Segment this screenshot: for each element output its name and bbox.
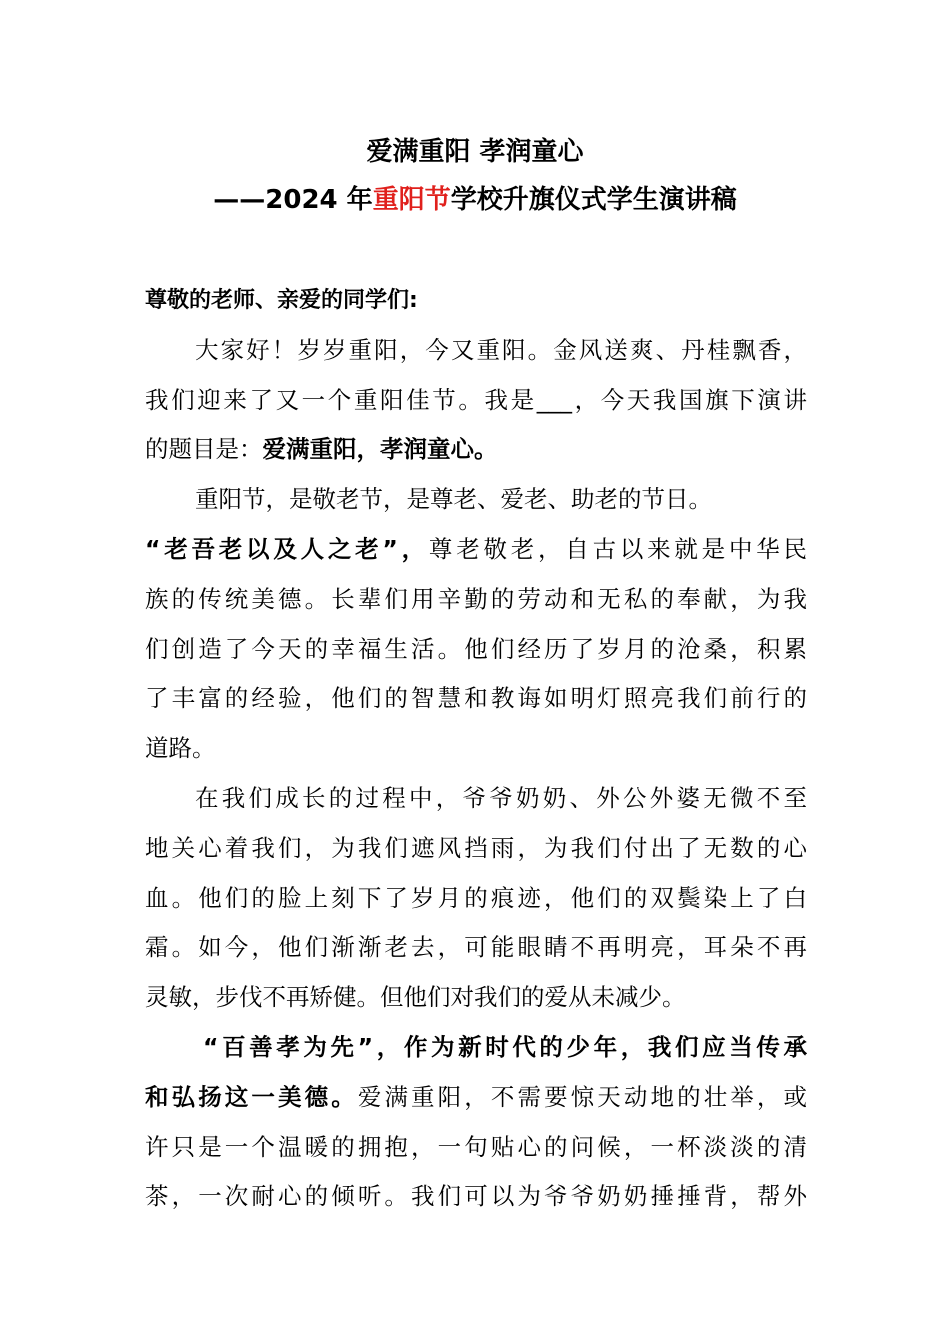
- subtitle-highlight: 重阳节: [372, 185, 451, 215]
- paragraph-line: 霜。如今，他们渐渐老去，可能眼睛不再明亮，耳朵不再: [145, 933, 807, 962]
- salutation: 尊敬的老师、亲爱的同学们:: [145, 288, 418, 313]
- paragraph-4: [145, 1023, 807, 1222]
- speech-topic: 爱满重阳，孝润童心。: [262, 435, 498, 464]
- paragraph-line: 灵敏，步伐不再矫健。但他们对我们的爱从未减少。: [145, 983, 686, 1012]
- paragraph-3: [145, 774, 807, 1023]
- paragraph-line: 在我们成长的过程中，爷爷奶奶、外公外婆无微不至: [195, 783, 807, 812]
- paragraph-line: 我们迎来了又一个重阳佳节。我是___，今天我国旗下演讲: [145, 385, 807, 414]
- speech-body: [145, 276, 807, 1222]
- paragraph-line: 茶，一次耐心的倾听。我们可以为爷爷奶奶捶捶背，帮外: [145, 1182, 807, 1211]
- paragraph-line: 许只是一个温暖的拥抱，一句贴心的问候，一杯淡淡的清: [145, 1132, 807, 1161]
- document-title: 爱满重阳 孝润童心: [366, 137, 584, 167]
- paragraph-text: 爱满重阳，不需要惊天动地的壮举，或: [357, 1082, 808, 1111]
- document-subtitle: [0, 176, 950, 224]
- title-block: [0, 128, 950, 224]
- paragraph-line: 地关心着我们，为我们遮风挡雨，为我们付出了无数的心: [145, 833, 807, 862]
- paragraph-bold-text: 和弘扬这一美德。: [145, 1082, 358, 1111]
- quote-bold: “老吾老以及人之老”，: [145, 534, 429, 563]
- paragraph-1: [145, 326, 807, 475]
- paragraph-line: 们创造了今天的幸福生活。他们经历了岁月的沧桑，积累: [145, 634, 807, 663]
- subtitle-prefix: ——2024 年: [213, 185, 373, 215]
- paragraph-line: 重阳节，是敬老节，是尊老、爱老、助老的节日。: [195, 485, 712, 514]
- paragraph-line: [145, 1073, 807, 1123]
- paragraph-line: [145, 425, 807, 475]
- paragraph-line: [145, 525, 807, 575]
- paragraph-2: [145, 475, 807, 774]
- paragraph-line: 血。他们的脸上刻下了岁月的痕迹，他们的双鬓染上了白: [145, 883, 807, 912]
- paragraph-line: 了丰富的经验，他们的智慧和教诲如明灯照亮我们前行的: [145, 684, 807, 713]
- paragraph-line: 大家好！岁岁重阳，今又重阳。金风送爽、丹桂飘香，: [195, 335, 807, 364]
- paragraph-line: 族的传统美德。长辈们用辛勤的劳动和无私的奉献，为我: [145, 584, 807, 613]
- paragraph-line: 道路。: [145, 734, 216, 763]
- paragraph-text: 的题目是：: [145, 435, 263, 464]
- paragraph-text: 尊老敬老，自古以来就是中华民: [428, 534, 808, 563]
- paragraph-line: “百善孝为先”，作为新时代的少年，我们应当传承: [203, 1032, 807, 1061]
- subtitle-suffix: 学校升旗仪式学生演讲稿: [450, 185, 737, 215]
